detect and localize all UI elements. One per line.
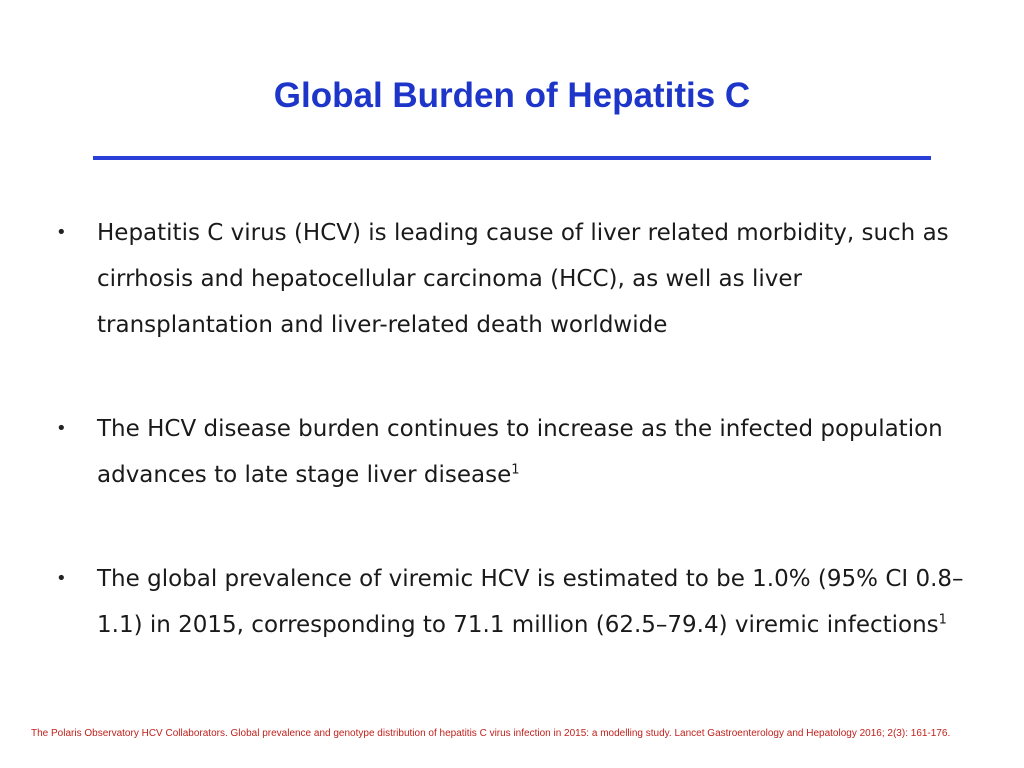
bullet-text (97, 210, 972, 348)
citation-superscript: 1 (938, 612, 947, 628)
bullet-text-body: Hepatitis C virus (HCV) is leading cause of liver related morbidity, such as cirrhosis and hepatocellular carcinoma (HCC), as well as liver transplantation and liver-related death worldwide (97, 220, 949, 338)
citation-superscript: 1 (511, 462, 520, 478)
bullet-text (97, 406, 972, 498)
bullet-marker: • (56, 568, 67, 589)
title-underline-rule (93, 156, 931, 160)
bullet-marker: • (56, 418, 67, 439)
bullet-marker: • (56, 222, 67, 243)
bullet-text-body: The HCV disease burden continues to increase as the infected population advances to late stage liver disease (97, 416, 943, 488)
reference-footnote: The Polaris Observatory HCV Collaborators. Global prevalence and genotype distribution of hepatitis C virus infection in 2015: a modelling study. Lancet Gastroenterology and Hepatology 2016; 2(3): 161-176. (31, 728, 951, 739)
bullet-text-body: The global prevalence of viremic HCV is estimated to be 1.0% (95% CI 0.8–1.1) in 2015, corresponding to 71.1 million (62.5–79.4) viremic infections (97, 566, 964, 638)
slide-title: Global Burden of Hepatitis C (273, 76, 751, 115)
bullet-text (97, 556, 972, 648)
